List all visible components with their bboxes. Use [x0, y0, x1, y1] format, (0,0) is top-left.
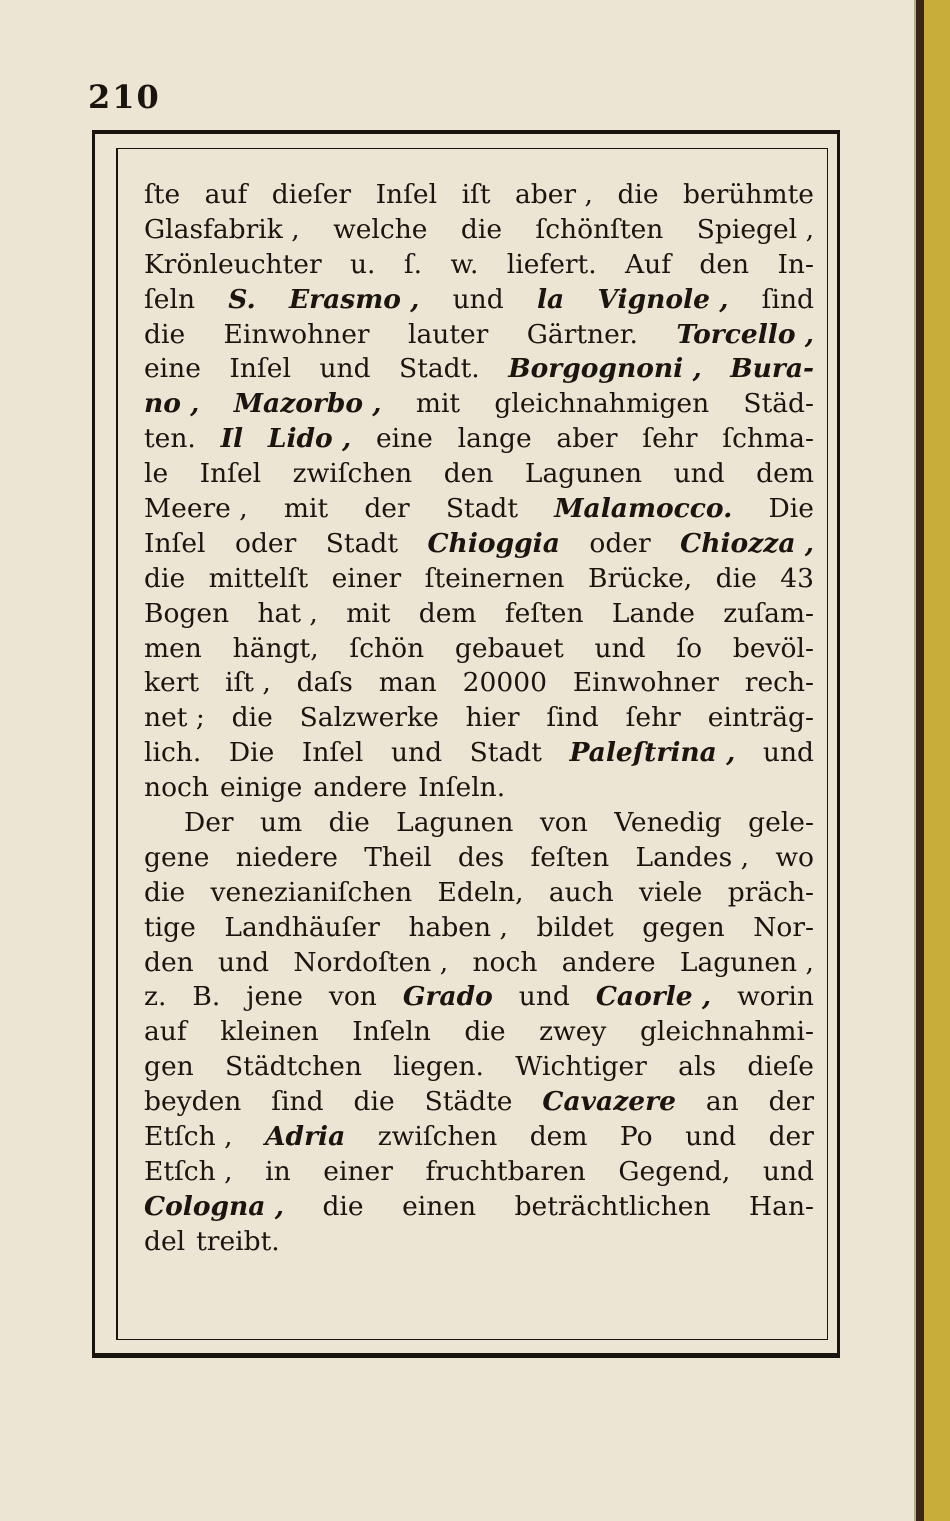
- word: die: [144, 318, 186, 350]
- word: welche: [333, 213, 428, 245]
- word: gegen: [642, 911, 725, 943]
- word: und: [390, 737, 443, 769]
- word: beträchtlichen: [514, 1190, 711, 1222]
- word: die: [144, 876, 186, 908]
- word: feſten: [530, 841, 610, 873]
- page-number: 210: [88, 78, 161, 116]
- italic-place-name: Cologna ,: [144, 1190, 284, 1222]
- word: von: [539, 807, 588, 839]
- word: ſehr: [642, 423, 698, 455]
- word: viele: [639, 876, 703, 908]
- word: Gegend,: [618, 1155, 731, 1187]
- word: worin: [737, 981, 814, 1013]
- word: ſind: [271, 1086, 324, 1118]
- word: Stadt: [445, 493, 519, 525]
- word: hängt,: [232, 632, 319, 664]
- word: des: [457, 841, 505, 873]
- word: gene: [144, 841, 210, 873]
- word: Stadt: [325, 527, 398, 559]
- text-line: [144, 841, 814, 876]
- text-line: [144, 492, 814, 527]
- text-line: [144, 1225, 814, 1260]
- word: die: [460, 213, 503, 245]
- word: aber ,: [514, 179, 593, 210]
- text-line: [144, 597, 814, 632]
- text-line: [144, 422, 814, 457]
- word: andere: [313, 772, 408, 804]
- word: die: [353, 1086, 395, 1118]
- word: zuſam-: [723, 597, 814, 629]
- word: w.: [450, 248, 479, 280]
- italic-place-name: no ,: [144, 388, 200, 420]
- word: oder: [589, 527, 651, 559]
- word: haben ,: [408, 911, 508, 943]
- text-line: [144, 806, 814, 841]
- word: Inſel: [144, 527, 206, 559]
- word: auf: [144, 1016, 187, 1048]
- word: tige: [144, 911, 196, 943]
- italic-place-name: Caorle ,: [595, 981, 712, 1013]
- word: Auf: [625, 248, 672, 280]
- word: noch: [472, 946, 538, 978]
- word: hier: [465, 702, 520, 734]
- word: die: [715, 562, 757, 594]
- italic-place-name: Paleſtrina ,: [569, 737, 736, 769]
- word: gleichnahmi-: [639, 1016, 814, 1048]
- word: Glasfabrik ,: [144, 213, 300, 245]
- word: z.: [144, 981, 167, 1013]
- word: u.: [349, 248, 376, 280]
- word: in: [265, 1155, 291, 1187]
- text-line: [144, 387, 814, 422]
- word: Die: [228, 737, 275, 769]
- word: ten.: [144, 423, 196, 455]
- word: Venedig: [614, 807, 722, 839]
- word: daſs: [296, 667, 353, 699]
- word: Han-: [749, 1190, 814, 1222]
- word: ſte: [144, 179, 181, 210]
- word: ſteinernen: [424, 562, 565, 594]
- word: jene: [246, 981, 303, 1013]
- word: fruchtbaren: [425, 1155, 586, 1187]
- word: auch: [548, 876, 614, 908]
- word: berühmte: [683, 179, 814, 210]
- body-text: [144, 178, 814, 1260]
- word: Gärtner.: [526, 318, 638, 350]
- word: Brücke,: [587, 562, 693, 594]
- word: Einwohner: [223, 318, 370, 350]
- word: ſchma-: [722, 423, 814, 455]
- word: bildet: [536, 911, 614, 943]
- text-line: [144, 562, 814, 597]
- word: lauter: [407, 318, 489, 350]
- word: einträg-: [707, 702, 814, 734]
- word: mit: [283, 493, 329, 525]
- word: 20000: [462, 667, 547, 699]
- word: und: [452, 283, 504, 315]
- word: die: [322, 1190, 364, 1222]
- word: Die: [768, 493, 814, 525]
- word: Städtchen: [225, 1051, 362, 1083]
- word: den: [144, 946, 194, 978]
- italic-place-name: la: [536, 283, 565, 315]
- word: und: [594, 632, 646, 664]
- word: Inſeln: [352, 1016, 431, 1048]
- word: Bogen: [144, 597, 230, 629]
- text-line: [144, 1050, 814, 1085]
- word: Der: [184, 807, 234, 839]
- word: Salzwerke: [299, 702, 439, 734]
- italic-place-name: Grado: [402, 981, 493, 1013]
- text-line: [144, 1015, 814, 1050]
- text-line: [144, 457, 814, 492]
- word: Edeln,: [437, 876, 524, 908]
- word: ſchön: [349, 632, 425, 664]
- word: dem: [418, 597, 477, 629]
- word: rech-: [744, 667, 814, 699]
- word: an: [705, 1086, 739, 1118]
- word: bevöl-: [732, 632, 814, 664]
- word: Inſel: [301, 737, 364, 769]
- word: Etſch ,: [144, 1155, 233, 1187]
- italic-place-name: Erasmo ,: [288, 283, 420, 315]
- text-line: [144, 178, 814, 213]
- word: eine: [375, 423, 433, 455]
- word: Inſel: [229, 353, 291, 385]
- word: dem: [756, 458, 814, 490]
- word: kleinen: [220, 1016, 319, 1048]
- word: men: [144, 632, 202, 664]
- word: und: [218, 946, 270, 978]
- italic-place-name: Vignole ,: [597, 283, 729, 315]
- text-line: [144, 701, 814, 736]
- italic-place-name: S.: [228, 283, 256, 315]
- text-line: [144, 213, 814, 248]
- word: der: [768, 1121, 814, 1153]
- word: man: [378, 667, 437, 699]
- word: Inſeln.: [418, 772, 506, 804]
- word: Lagunen: [524, 458, 643, 490]
- word: le: [144, 458, 169, 490]
- word: Stadt.: [399, 353, 480, 385]
- word: Landes ,: [635, 841, 750, 873]
- text-line: [144, 980, 814, 1015]
- word: und: [762, 737, 814, 769]
- word: oder: [235, 527, 297, 559]
- word: eine: [144, 353, 201, 385]
- word: um: [260, 807, 303, 839]
- word: den: [443, 458, 494, 490]
- word: die: [328, 807, 370, 839]
- word: iſt ,: [224, 667, 271, 699]
- word: die: [231, 702, 273, 734]
- word: und: [685, 1121, 737, 1153]
- word: ſind: [546, 702, 599, 734]
- text-line: [144, 736, 814, 771]
- word: venezianiſchen: [210, 876, 413, 908]
- word: wo: [775, 841, 814, 873]
- word: die: [144, 562, 186, 594]
- word: Spiegel ,: [696, 213, 814, 245]
- text-line: [144, 318, 814, 353]
- word: Nor-: [753, 911, 814, 943]
- word: aber: [556, 423, 618, 455]
- word: Etſch ,: [144, 1121, 233, 1153]
- word: Wichtiger: [515, 1051, 647, 1083]
- word: Städte: [424, 1086, 513, 1118]
- word: mit: [415, 388, 461, 420]
- word: einen: [402, 1190, 477, 1222]
- word: ſeln: [144, 283, 196, 315]
- word: einige: [219, 772, 303, 804]
- word: kert: [144, 667, 200, 699]
- text-line: [144, 527, 814, 562]
- word: Lande: [611, 597, 695, 629]
- italic-place-name: Borgognoni ,: [508, 353, 702, 385]
- word: feſten: [504, 597, 584, 629]
- book-cover-edge: [924, 0, 950, 1521]
- text-line: [144, 771, 814, 806]
- text-line: [144, 911, 814, 946]
- word: die: [464, 1016, 506, 1048]
- word: Einwohner: [572, 667, 719, 699]
- word: ſo: [676, 632, 703, 664]
- italic-place-name: Il: [220, 423, 244, 455]
- word: ſchönſten: [535, 213, 664, 245]
- word: zwey: [539, 1016, 607, 1048]
- italic-place-name: Chiozza ,: [680, 527, 814, 559]
- italic-place-name: Torcello ,: [676, 318, 814, 350]
- word: mit: [346, 597, 391, 629]
- word: und: [762, 1155, 814, 1187]
- italic-place-name: Lido ,: [267, 423, 352, 455]
- word: Lagunen: [396, 807, 514, 839]
- word: zwiſchen: [377, 1121, 498, 1153]
- word: liefert.: [506, 248, 597, 280]
- word: einer: [331, 562, 402, 594]
- word: die: [617, 179, 659, 210]
- text-line: [144, 352, 814, 387]
- word: B.: [192, 981, 221, 1013]
- text-line: [144, 632, 814, 667]
- word: Krönleuchter: [144, 248, 322, 280]
- text-line: [144, 1155, 814, 1190]
- word: gen: [144, 1051, 194, 1083]
- word: Po: [619, 1121, 653, 1153]
- italic-place-name: Adria: [264, 1121, 346, 1153]
- word: gele-: [748, 807, 814, 839]
- word: Inſel: [199, 458, 262, 490]
- word: mittelſt: [208, 562, 309, 594]
- word: In-: [777, 248, 814, 280]
- word: Inſel: [375, 179, 438, 210]
- word: der: [364, 493, 410, 525]
- word: und: [319, 353, 371, 385]
- word: einer: [323, 1155, 393, 1187]
- word: gleichnahmigen: [494, 388, 710, 420]
- word: und: [673, 458, 725, 490]
- word: als: [678, 1051, 717, 1083]
- word: beyden: [144, 1086, 242, 1118]
- text-line: [144, 876, 814, 911]
- text-line: [144, 1085, 814, 1120]
- word: Stadt: [469, 737, 542, 769]
- word: Meere ,: [144, 493, 248, 525]
- text-line: [144, 666, 814, 701]
- word: liegen.: [393, 1051, 484, 1083]
- word: lange: [457, 423, 532, 455]
- word: dieſe: [747, 1051, 814, 1083]
- word: auf: [204, 179, 248, 210]
- word: der: [768, 1086, 814, 1118]
- word: präch-: [727, 876, 814, 908]
- italic-place-name: Chioggia: [427, 527, 560, 559]
- word: ſehr: [625, 702, 681, 734]
- text-line: [144, 946, 814, 981]
- italic-place-name: Bura-: [730, 353, 814, 385]
- italic-place-name: Malamocco.: [554, 493, 733, 525]
- word: niedere: [235, 841, 338, 873]
- word: noch: [144, 772, 209, 804]
- word: Landhäuſer: [224, 911, 380, 943]
- word: treibt.: [196, 1225, 280, 1257]
- word: Nordoſten ,: [293, 946, 449, 978]
- word: del: [144, 1225, 186, 1257]
- word: gebauet: [454, 632, 564, 664]
- word: Lagunen ,: [679, 946, 814, 978]
- word: andere: [561, 946, 656, 978]
- text-line: [144, 283, 814, 318]
- word: von: [328, 981, 377, 1013]
- word: ſind: [761, 283, 814, 315]
- word: zwiſchen: [292, 458, 413, 490]
- word: und: [518, 981, 570, 1013]
- word: dieſer: [271, 179, 352, 210]
- text-line: [144, 1190, 814, 1225]
- word: Theil: [364, 841, 432, 873]
- word: hat ,: [257, 597, 318, 629]
- italic-place-name: Mazorbo ,: [233, 388, 382, 420]
- word: lich.: [144, 737, 202, 769]
- word: dem: [529, 1121, 588, 1153]
- word: ſ.: [403, 248, 423, 280]
- word: Städ-: [743, 388, 814, 420]
- text-line: [144, 248, 814, 283]
- italic-place-name: Cavazere: [542, 1086, 676, 1118]
- word: den: [699, 248, 750, 280]
- text-line: [144, 1120, 814, 1155]
- word: net ;: [144, 702, 205, 734]
- word: iſt: [461, 179, 491, 210]
- word: 43: [780, 562, 814, 594]
